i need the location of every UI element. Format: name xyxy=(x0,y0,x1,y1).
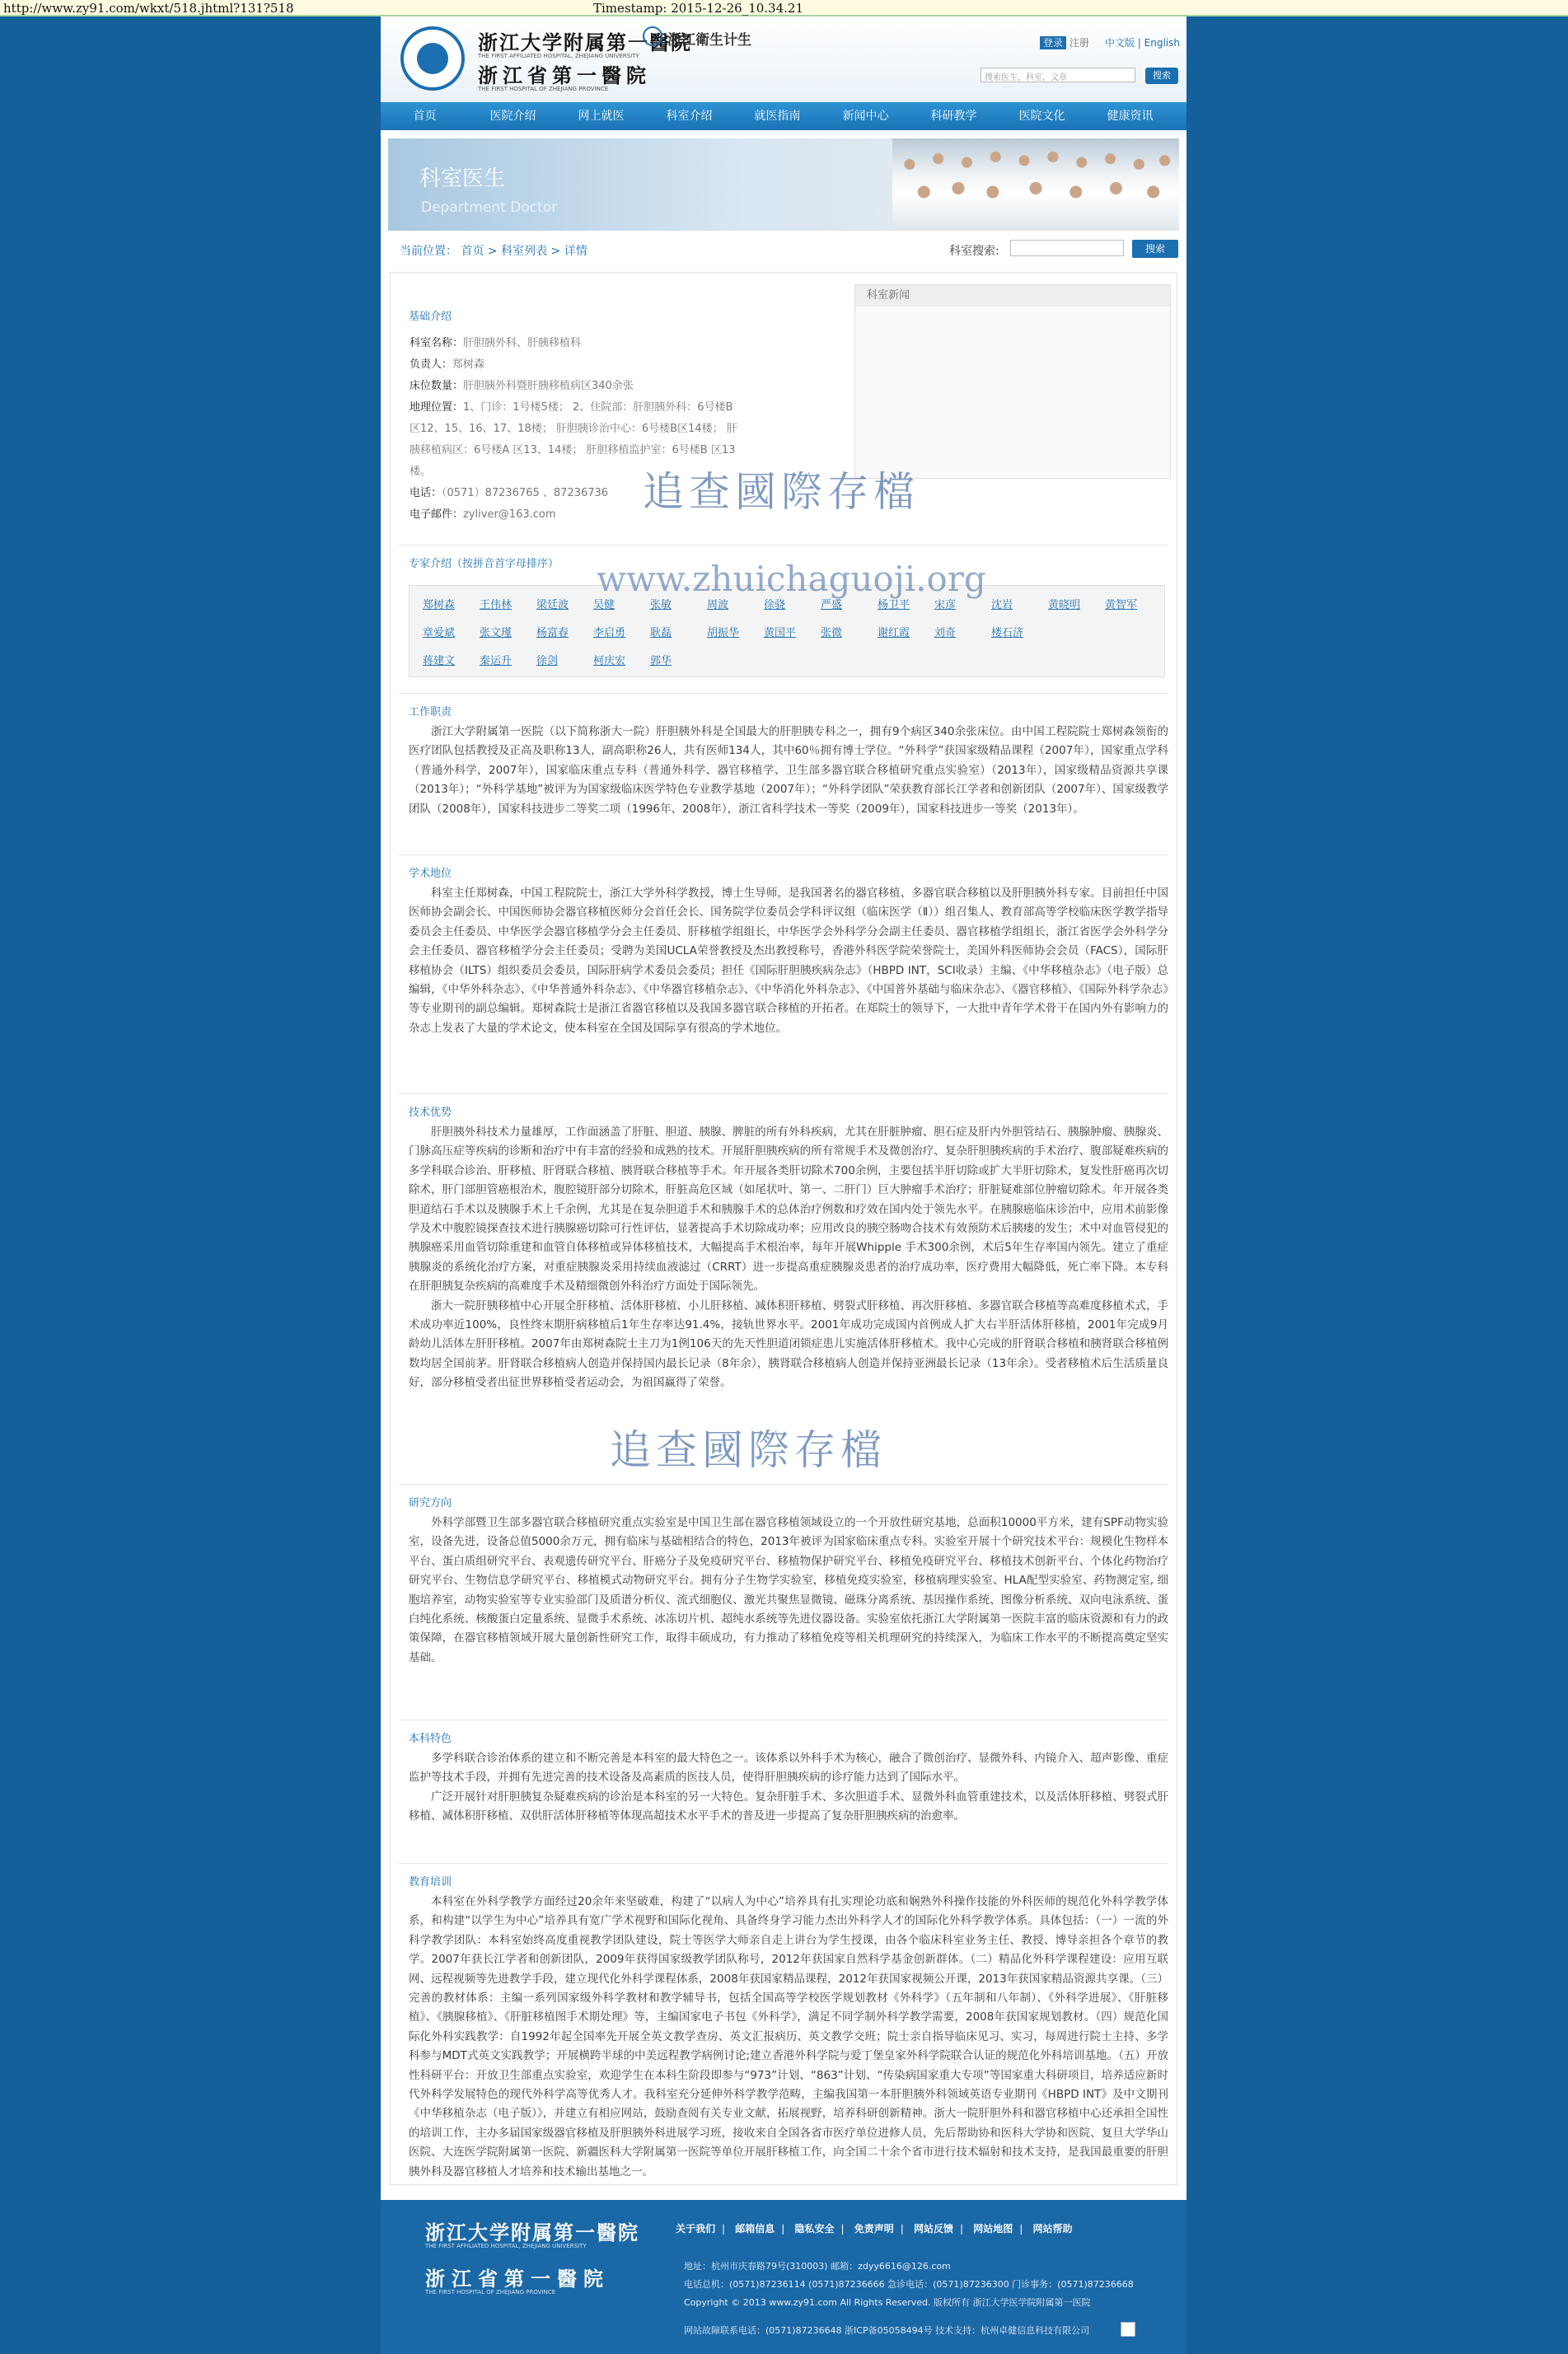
expert-link[interactable]: 章爱斌 xyxy=(423,627,456,639)
info-location-line-3: 胰移植病区：6号楼A 区13、14楼； 肝胆移植监护室：6号楼B 区13 xyxy=(410,444,736,456)
hospital-emblem-icon[interactable] xyxy=(400,26,465,91)
expert-link[interactable]: 楼石济 xyxy=(991,627,1024,639)
dept-detail xyxy=(390,272,1177,2185)
breadcrumb-separator: > xyxy=(487,245,498,258)
expert-link[interactable]: 黄国平 xyxy=(764,627,797,639)
login-button[interactable]: 登录 xyxy=(1040,36,1066,49)
info-location-line-2: 区12、15、16、17、18楼； 肝胆胰诊治中心：6号楼B区14楼； 肝 xyxy=(410,423,737,435)
dept-news-panel xyxy=(854,284,1171,479)
expert-link[interactable]: 谢红霞 xyxy=(878,627,910,639)
divider xyxy=(399,1093,1168,1094)
verification-badge-icon[interactable] xyxy=(1121,2322,1135,2337)
expert-link[interactable]: 秦运升 xyxy=(480,655,513,667)
nav-item-health[interactable]: 健康资讯 xyxy=(1107,110,1154,123)
footer-link-help[interactable]: 网站帮助 xyxy=(1032,2223,1073,2235)
feature-text: 多学科联合诊治体系的建立和不断完善是本科室的最大特色之一。该体系以外科手术为核心，融合了微创治疗、显微外科、内镜介入、超声影像、重症监护等技术手段，并拥有先进完善的技术设备及高素质的医技人员，使得肝胆胰疾病的诊疗能力达到了国际水平。 广泛开展针对肝胆胰复杂疑难疾病的诊治是本科室的另一大特色。复杂肝脏手术、多次胆道手术、显微外科血管重建技术，以及活体肝移植、劈裂式肝移植、减体积肝移植、双供肝活体肝移植等体现高超技术水平手术的普及进一步提高了复杂肝胆胰疾病的治愈率。 xyxy=(409,1752,1168,1823)
top-links xyxy=(1040,35,1180,49)
divider xyxy=(399,1484,1168,1485)
footer-link-mail[interactable]: 邮箱信息 xyxy=(735,2223,775,2235)
section-title-feature: 本科特色 xyxy=(409,1733,452,1745)
expert-link[interactable]: 沈岩 xyxy=(991,599,1013,611)
expert-link[interactable]: 宋彦 xyxy=(934,599,957,611)
academic-text: 科室主任郑树森，中国工程院院士，浙江大学外科学教授，博士生导师，是我国著名的器官移植、多器官联合移植以及肝胆胰外科专家。目前担任中国医师协会副会长、中国医师协会器官移植医师分会首任会长、国务院学位委员会学科评议组（临床医学（Ⅱ））组召集人、教育部高等学校临床医学教学指导委员会主任委员、中华医学会器官移植学分会主任委员、肝移植学组组长，中华医学会外科学分会副主任委员、器官移植学组组长，浙江省医学会外科学分会主任委员、器官移植学分会主任委员；受聘为美国UCLA荣誉教授及杰出教授称号，香港外科医学院荣誉院士，美国外科医师协会会员（FACS），国际肝移植协会（ILTS）组织委员会委员，国际肝病学术委员会委员；担任《国际肝胆胰疾病杂志》（HBPD INT，SCI收录）主编、《中华移植杂志》（电子版）总编辑，《中华外科杂志》、《中华普通外科杂志》、《中华器官移植杂志》、《中华消化外科杂志》、《中国普外基础与临床杂志》、《器官移植》、《国际外科学杂志》等专业期刊的副总编辑。郑树森院士是浙江省器官移植以及我国多器官联合移植的开拓者。在郑院士的领导下，一大批中青年学术骨干在国内外有影响力的杂志上发表了大量的学术论文，使本科室在全国及国际享有很高的学术地位。 xyxy=(409,887,1168,1035)
archive-watermark: 追查國際存檔 xyxy=(610,1426,887,1474)
footer-link-feedback[interactable]: 网站反馈 xyxy=(914,2223,954,2235)
nav-item-online[interactable]: 网上就医 xyxy=(578,110,625,123)
site-search-button[interactable]: 搜索 xyxy=(1145,68,1178,84)
breadcrumb-home[interactable]: 首页 xyxy=(461,245,484,258)
nav-item-research[interactable]: 科研教学 xyxy=(930,110,977,123)
section-title-work: 工作职责 xyxy=(409,706,452,718)
dept-search-label: 科室搜索: xyxy=(949,245,999,258)
footer-icp: 网站故障联系电话：(0571)87236648 浙ICP备05058494号 技术支持：杭州卓健信息科技有限公司 xyxy=(684,2325,1090,2336)
nav-item-about[interactable]: 医院介绍 xyxy=(489,110,536,123)
section-title-basic: 基础介绍 xyxy=(409,311,452,323)
expert-link[interactable]: 郑树森 xyxy=(423,599,456,611)
footer-logo-name-1: 浙江大学附属第一醫院 xyxy=(425,2221,639,2244)
info-location: 地理位置：1、门诊：1号楼5楼； 2、住院部：肝胆胰外科：6号楼B xyxy=(410,401,733,414)
footer-logo-en-2: THE FIRST HOSPITAL OF ZHEJIANG PROVINCE xyxy=(425,2289,556,2296)
breadcrumb-list[interactable]: 科室列表 xyxy=(501,245,548,258)
research-text: 外科学部暨卫生部多器官联合移植研究重点实验室是中国卫生部在器官移植领域设立的一个开放性研究基地，总面积10000平方米，建有SPF动物实验室，设备先进，设备总值5000余万元，拥有临床与基础相结合的特色，2013年被评为国家临床重点专科。实验室开展十个研究技术平台：规模化生物样本平台、蛋白质组研究平台、表观遗传研究平台、肝癌分子及免疫研究平台、移植物保护研究平台、移植免疫研究平台、移植技术创新平台、个体化药物治疗研究平台、生物信息学研究平台、移植模式动物研究平台。拥有分子生物学实验室，移植免疫实验室，移植病理实验室、HLA配型实验室、药物测定室, 细胞培养室，动物实验室等专业实验部门及质谱分析仪、流式细胞仪、激光共聚焦显微镜、磁珠分离系统、基因操作系统、图像分析系统、双向电泳系统、蛋白纯化系统、核酸蛋白定量系统、显微手术系统、冰冻切片机、超纯水系统等先进仪器设备。实验室依托浙江大学附属第一医院丰富的临床资源和有力的政策保障，在器官移植领域开展大量创新性研究工作，取得丰硕成功，有力推动了移植免疫等相关机理研究的持续深入，为临床工作水平的不断提高奠定坚实基础。 xyxy=(409,1516,1168,1664)
footer-copyright: Copyright © 2013 www.zy91.com All Rights Reserved. 版权所有 浙江大学医学院附属第一医院 xyxy=(684,2297,1091,2308)
dept-news-title: 科室新闻 xyxy=(855,285,1170,307)
logo-hospital-en-2: THE FIRST HOSPITAL OF ZHEJIANG PROVINCE xyxy=(478,86,609,92)
expert-list xyxy=(409,585,1165,677)
expert-link[interactable]: 李启勇 xyxy=(593,627,626,639)
footer-logo-name-2: 浙江省第一醫院 xyxy=(425,2267,610,2291)
expert-link[interactable]: 杨富春 xyxy=(536,627,569,639)
work-text: 浙江大学附属第一医院（以下简称浙大一院）肝胆胰外科是全国最大的肝胆胰专科之一，拥有9个病区340余张床位。由中国工程院院士郑树森领衔的医疗团队包括教授及正高及职称13人，副高职称26人，共有医师134人，其中60％拥有博士学位。“外科学”获国家级精品课程（2007年），国家重点学科（普通外科学，2007年），国家临床重点专科（普通外科学、器官移植学、卫生部多器官联合移植研究重点实验室）（2013年），国家级精品资源共享课（2013年）；“外科学基地”被评为为国家级临床医学特色专业教学基地（2007年）；“外科学团队”荣获教育部长江学者和创新团队（2007年）、国家级教学团队（2008年），国家科技进步二等奖二项（1996年、2008年），浙江省科学技术一等奖（2009年），国家科技进步一等奖（2013年）。 xyxy=(409,725,1168,816)
lang-cn-link[interactable]: 中文版 xyxy=(1104,37,1135,49)
nav-item-culture[interactable]: 医院文化 xyxy=(1018,110,1065,123)
expert-link[interactable]: 黄智军 xyxy=(1105,599,1138,611)
site-search-input[interactable]: 搜索医生，科室，文章 xyxy=(981,68,1135,82)
expert-link[interactable]: 王伟林 xyxy=(480,599,513,611)
expert-link[interactable]: 严盛 xyxy=(821,599,843,611)
lang-separator: | xyxy=(1137,37,1141,49)
footer-logo-en-1: THE FIRST AFFILIATED HOSPITAL, ZHEJIANG UNIVERSITY xyxy=(425,2243,587,2249)
site-footer xyxy=(381,2200,1187,2354)
footer-link-disclaimer[interactable]: 免责声明 xyxy=(854,2223,894,2235)
expert-link[interactable]: 梁廷波 xyxy=(536,599,569,611)
site-header xyxy=(381,16,1187,102)
section-title-experts: 专家介绍（按拼音首字母排序） xyxy=(409,558,559,570)
expert-link[interactable]: 郭华 xyxy=(650,655,672,667)
education-text: 本科室在外科学教学方面经过20余年来坚破难，构建了“以病人为中心”培养具有扎实理论功底和娴熟外科操作技能的外科医师的规范化外科学教学体系，和构建“以学生为中心”培养具有宽广学术视野和国际化视角、具备终身学习能力杰出外科学人才的国际化外科学教学体系。具体包括：（一）一流的外科学教学团队：本科室始终高度重视教学团队建设，院士等医学大师亲自走上讲台为学生授课，由各个临床科室业务主任、教授、博导亲担各个章节的教学。2007年获长江学者和创新团队，2009年获得国家级教学团队称号，2012年获国家自然科学基金创新群体。（二）精品化外科学课程建设：应用互联网、远程视频等先进教学手段，建立现代化外科学课程体系，2008年获国家精品课程，2012年获国家视频公开课，2013年获国家精品资源共享课。（三）完善的教材体系：主编一系列国家级外科学教材和教学辅导书，包括全国高等学校医学规划教材《外科学》（五年制和八年制）、《外科学进展》、《肝脏移植》、《胰腺移植》、《肝脏移植图手术期处理》等，主编国家电子书包《外科学》，满足不同学制外科学教学需要，2008年获国家规划教材。（四）规范化国际化外科实践教学：自1992年起全国率先开展全英文教学查房、英文汇报病历、英文教学交班；院士亲自指导临床见习、实习，每周进行院士主持、多学科参与MDT式英文实践教学；开展横跨半球的中美远程教学病例讨论;建立香港外科学院与爱丁堡皇家外科学院联合认证的规范化外科培训基地。（五）开放性科研平台：开放卫生部重点实验室，欢迎学生在本科生阶段即参与“973”计划、“863”计划、“传染病国家重大专项”等国家重大科研项目，培养适应新时代外科学发展特色的现代外科学高等优秀人才。我科室充分延伸外科学教学范畴，主编我国第一本肝胆胰外科领域英语专业期刊《HBPD INT》及中文期刊《中华移植杂志（电子版）》，并建立有相应网站，鼓励查阅有关专业文献，拓展视野，培养科研创新精神。浙大一院肝胆外科和器官移植中心还承担全国性的培训工作，主办多届国家级器官移植及肝胆胰外科进展学习班，接收来自全国各省市医疗单位进修人员，先后帮助协和医科大学协和医院、复旦大学华山医院、大连医学院附属第一医院、新疆医科大学附属第一医院等单位开展肝移植工作，向全国二十余个省市进行技术辐射和技术支持，是我国最重要的肝胆胰外科及器官移植人才培养和技术输出基地之一。 xyxy=(409,1895,1168,2179)
health-commission-logo[interactable]: 浙江衛生计生 xyxy=(643,28,751,49)
page-container xyxy=(381,16,1187,2200)
expert-link[interactable]: 徐骁 xyxy=(764,599,786,611)
expert-link[interactable]: 刘奇 xyxy=(934,627,957,639)
main-nav xyxy=(381,102,1187,130)
logo-hospital-name-1[interactable]: 浙江大学附属第一醫院 xyxy=(478,30,692,54)
info-dept-head: 负责人：郑树森 xyxy=(410,358,485,371)
expert-link[interactable]: 黄晓明 xyxy=(1048,599,1081,611)
info-email: 电子邮件：zyliver@163.com xyxy=(410,508,556,521)
archive-timestamp-bar xyxy=(0,0,1568,16)
page-banner xyxy=(388,138,1179,231)
expert-link[interactable]: 张敏 xyxy=(650,599,672,611)
expert-link[interactable]: 柯庆宏 xyxy=(593,655,626,667)
expert-link[interactable]: 耿磊 xyxy=(650,627,672,639)
nav-item-home[interactable]: 首页 xyxy=(413,110,437,123)
archive-url: http://www.zy91.com/wkxt/518.jhtml?131?518 xyxy=(3,1,294,16)
archive-watermark-url: www.zhuichaguoji.org xyxy=(597,559,986,599)
logo-hospital-en-1: THE FIRST AFFILIATED HOSPITAL, ZHEJIANG UNIVERSITY xyxy=(478,53,639,59)
footer-link-sitemap[interactable]: 网站地图 xyxy=(973,2223,1013,2235)
expert-link[interactable]: 蒋建文 xyxy=(423,655,456,667)
expert-link[interactable]: 杨卫平 xyxy=(878,599,910,611)
info-phone: 电话：（0571）87236765 、87236736 xyxy=(410,487,609,499)
archive-watermark: 追查國際存檔 xyxy=(643,468,920,516)
breadcrumb-prefix: 当前位置： xyxy=(400,245,457,258)
section-title-research: 研究方向 xyxy=(409,1497,452,1509)
register-link[interactable]: 注册 xyxy=(1069,37,1089,49)
footer-address: 地址：杭州市庆春路79号(310003) 邮箱：zdyy6616@126.com xyxy=(684,2261,951,2272)
lang-en-link[interactable]: English xyxy=(1144,37,1180,49)
section-title-education: 教育培训 xyxy=(409,1876,452,1888)
nav-item-departments[interactable]: 科室介绍 xyxy=(666,110,713,123)
breadcrumb-current: 详情 xyxy=(564,245,587,258)
footer-phones: 电话总机：(0571)87236114 (0571)87236666 急诊电话：(0571)87236300 门诊事务：(0571)87236668 xyxy=(684,2279,1134,2290)
expert-link[interactable]: 张微 xyxy=(821,627,843,639)
divider xyxy=(399,854,1168,855)
section-title-academic: 学术地位 xyxy=(409,868,452,880)
logo-hospital-name-2[interactable]: 浙江省第一醫院 xyxy=(478,63,651,87)
breadcrumb-separator: > xyxy=(550,245,561,258)
expert-link[interactable]: 徐剑 xyxy=(536,655,559,667)
nav-item-news[interactable]: 新闻中心 xyxy=(842,110,889,123)
banner-title: 科室医生 xyxy=(419,166,506,191)
footer-links: 关于我们 | 邮箱信息 | 隐私安全 | 免责声明 | 网站反馈 | 网站地图 | 网站帮助 xyxy=(676,2223,1073,2235)
archive-timestamp: Timestamp: 2015-12-26_10.34.21 xyxy=(593,1,803,16)
info-bed-count: 床位数量：肝胆胰外科暨肝胰移植病区340余张 xyxy=(410,380,634,392)
nav-item-guide[interactable]: 就医指南 xyxy=(754,110,801,123)
divider xyxy=(399,693,1168,694)
expert-link[interactable]: 周波 xyxy=(707,599,729,611)
expert-link[interactable]: 胡振华 xyxy=(707,627,740,639)
expert-link[interactable]: 吴健 xyxy=(593,599,615,611)
banner-subtitle: Department Doctor xyxy=(421,199,558,216)
info-location-line-4: 楼。 xyxy=(410,466,432,478)
footer-link-about[interactable]: 关于我们 xyxy=(676,2223,716,2235)
footer-link-privacy[interactable]: 隐私安全 xyxy=(794,2223,835,2235)
doctors-group-photo xyxy=(892,138,1179,231)
expert-link[interactable]: 张文瑾 xyxy=(480,627,513,639)
tech-text: 肝胆胰外科技术力量雄厚，工作面涵盖了肝脏、胆道、胰腺、脾脏的所有外科疾病，尤其在肝脏肿瘤、胆石症及肝内外胆管结石、胰腺肿瘤、胰腺炎、门脉高压症等疾病的诊断和治疗中有丰富的经验和成熟的技术。开展肝胆胰疾病的所有常规手术及微创治疗、复杂肝胆胰疾病的手术治疗、腹部疑难疾病的多学科联合诊治、肝移植、肝肾联合移植、胰肾联合移植等手术。年开展各类肝切除术700余例，主要包括半肝切除或扩大半肝切除术，复发性肝癌再次切除术，肝门部胆管癌根治术，腹腔镜肝部分切除术，肝脏高危区域（如尾状叶、第一、二肝门）巨大肿瘤手术治疗；肝脏疑难部位肿瘤切除术。年开展各类胆道结石手术以及胰腺手术上千余例，尤其是在复杂胆道手术和胰腺手术的总体治疗例数和疗效在国内处于领先水平。在胰腺癌临床诊治中，应用术前影像学及术中腹腔镜探查技术进行胰腺癌切除可行性评估，显著提高手术切除成功率；应用改良的胰空肠吻合技术有效预防术后胰瘘的发生；术中对血管侵犯的胰腺癌采用血管切除重建和血管自体移植或异体移植技术，大幅提高手术根治率，每年开展Whipple 手术300余例，术后5年生存率国内领先。建立了重症胰腺炎的系统化治疗方案，对重症胰腺炎采用持续血液滤过（CRRT）进一步提高重症胰腺炎患者的治疗成功率，医疗费用大幅降低，死亡率下降。本专科在肝胆胰复杂疾病的高难度手术及精细微创外科治疗方面处于国际领先。 浙大一院肝胰移植中心开展全肝移植、活体肝移植、小儿肝移植、减体积肝移植、劈裂式肝移植、再次肝移植、多器官联合移植等高难度移植术式，手术成功率近100%，良性终末期肝病移植后1年生存率达91.4%，接轨世界水平。2001年成功完成国内首例成人扩大右半肝活体肝移植，2001年完成9月龄幼儿活体左肝肝移植。2007年由郑树森院士主刀为1例106天的先天性胆道闭锁症患儿实施活体肝移植术。我中心完成的肝肾联合移植和胰肾联合移植例数均居全国前茅。肝肾联合移植病人创造并保持国内最长记录（8年余），胰肾联合移植病人创造并保持亚洲最长记录（13年余）。受者移植术后生活质量良好，部分移植受者出征世界移植受者运动会，为祖国赢得了荣誉。 xyxy=(409,1126,1168,1390)
breadcrumb xyxy=(400,242,587,259)
dept-search-button[interactable]: 搜索 xyxy=(1132,240,1178,258)
section-title-tech: 技术优势 xyxy=(409,1107,452,1119)
divider xyxy=(399,1863,1168,1864)
info-dept-name: 科室名称：肝胆胰外科、肝胰移植科 xyxy=(410,337,582,349)
dept-search-input[interactable] xyxy=(1010,240,1124,256)
